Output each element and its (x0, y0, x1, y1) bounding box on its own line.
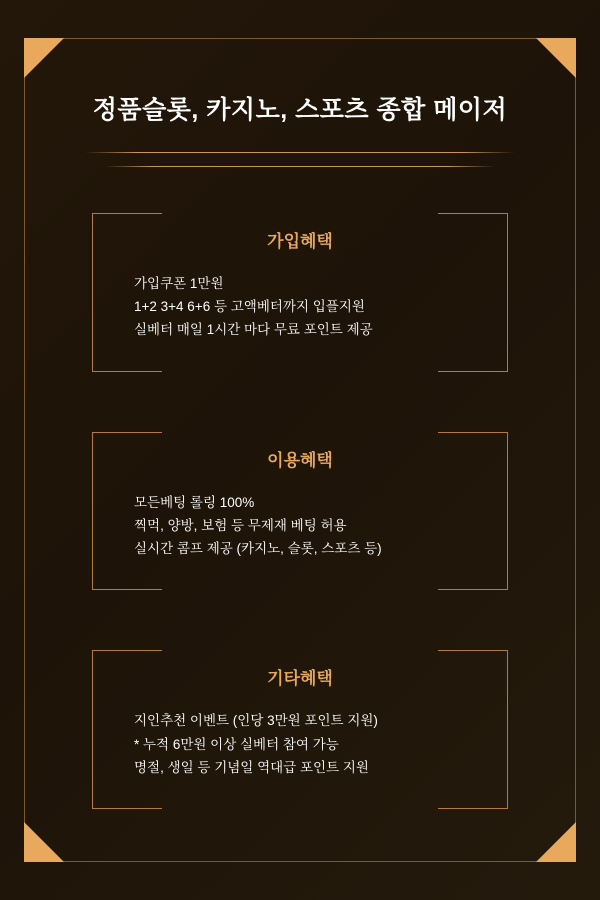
section-body (92, 266, 508, 342)
benefit-section-signup (92, 201, 508, 372)
section-body (92, 703, 508, 779)
benefit-section-usage (92, 420, 508, 591)
poster-content (24, 38, 576, 862)
benefit-sections (54, 201, 546, 809)
divider-line-1 (85, 152, 515, 153)
benefit-line: * 누적 6만원 이상 실베터 참여 가능 (134, 736, 339, 752)
benefit-line: 1+2 3+4 6+6 등 고액베터까지 입플지원 (134, 299, 365, 315)
title-divider-group (54, 152, 546, 167)
benefit-line: 찍먹, 양방, 보험 등 무제재 베팅 허용 (134, 517, 347, 533)
section-body (92, 485, 508, 561)
page-title: 정품슬롯, 카지노, 스포츠 종합 메이저 (92, 96, 508, 124)
benefit-line: 지인추천 이벤트 (인당 3만원 포인트 지원) (134, 713, 378, 729)
benefit-line: 실베터 매일 1시간 마다 무료 포인트 제공 (134, 322, 373, 338)
divider-line-2 (105, 166, 495, 167)
benefit-line: 모든베팅 롤링 100% (134, 494, 255, 510)
benefit-section-other (92, 638, 508, 809)
benefit-line: 실시간 콤프 제공 (카지노, 슬롯, 스포츠 등) (134, 541, 382, 557)
section-title: 가입혜택 (267, 232, 333, 251)
section-title: 기타혜택 (267, 669, 333, 689)
benefit-line: 명절, 생일 등 기념일 역대급 포인트 지원 (134, 759, 369, 775)
section-title: 이용혜택 (267, 450, 333, 470)
benefit-line: 가입쿠폰 1만원 (134, 276, 224, 291)
